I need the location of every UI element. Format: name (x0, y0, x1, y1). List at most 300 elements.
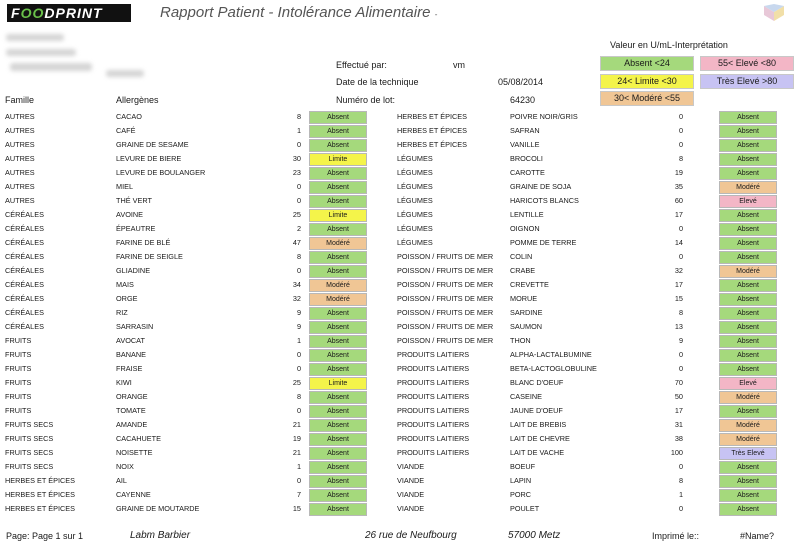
status-cell (309, 194, 369, 208)
value-cell: 17 (674, 406, 683, 415)
spacer-cell (369, 264, 397, 278)
spacer-cell (369, 348, 397, 362)
value-cell: 17 (674, 210, 683, 219)
status-cell (719, 362, 779, 376)
status-badge: Absent (309, 223, 367, 236)
family-cell: FRUITS (5, 392, 32, 401)
value-cell: 9 (296, 308, 301, 317)
allergen-cell: SAFRAN (510, 126, 540, 135)
status-badge: Absent (719, 405, 777, 418)
family-cell: POISSON / FRUITS DE MER (397, 280, 494, 289)
family-cell: POISSON / FRUITS DE MER (397, 308, 494, 317)
allergen-cell: COLIN (510, 252, 533, 261)
allergen-cell: CAROTTE (510, 168, 545, 177)
family-cell: FRUITS (5, 350, 32, 359)
status-badge: Absent (309, 307, 367, 320)
family-cell: FRUITS (5, 336, 32, 345)
status-cell (719, 404, 779, 418)
status-badge: Limite (309, 153, 367, 166)
table-row (5, 292, 779, 306)
value-cell: 70 (674, 378, 683, 387)
family-cell: HERBES ET ÉPICES (5, 504, 76, 513)
status-badge: Absent (309, 181, 367, 194)
value-cell: 60 (674, 196, 683, 205)
value-cell: 0 (296, 266, 301, 275)
allergen-cell: GRAINE DE SESAME (116, 140, 189, 149)
allergen-cell: LEVURE DE BOULANGER (116, 168, 206, 177)
status-cell (309, 418, 369, 432)
brand-name: FOODPRINT (11, 5, 103, 21)
status-badge: Modéré (719, 181, 777, 194)
status-badge: Absent (309, 363, 367, 376)
spacer-cell (369, 152, 397, 166)
spacer-cell (369, 180, 397, 194)
status-badge: Modéré (719, 419, 777, 432)
family-cell: AUTRES (5, 182, 35, 191)
allergen-cell: ÉPEAUTRE (116, 224, 156, 233)
status-cell (309, 404, 369, 418)
status-cell (309, 488, 369, 502)
allergen-cell: AVOINE (116, 210, 144, 219)
status-cell (309, 278, 369, 292)
spacer-cell (369, 208, 397, 222)
footer-name: #Name? (740, 531, 775, 541)
allergen-cell: LEVURE DE BIERE (116, 154, 182, 163)
allergen-cell: BLANC D'OEUF (510, 378, 564, 387)
allergen-cell: CAYENNE (116, 490, 151, 499)
status-badge: Absent (719, 475, 777, 488)
allergen-cell: ORANGE (116, 392, 148, 401)
allergen-cell: AIL (116, 476, 127, 485)
value-cell: 34 (292, 280, 301, 289)
status-badge: Absent (719, 237, 777, 250)
value-cell: 0 (296, 406, 301, 415)
family-cell: LÉGUMES (397, 182, 433, 191)
value-cell: 0 (678, 224, 683, 233)
allergen-cell: SARRASIN (116, 322, 154, 331)
family-cell: PRODUITS LAITIERS (397, 420, 470, 429)
value-cell: 0 (678, 140, 683, 149)
allergen-cell: JAUNE D'OEUF (510, 406, 563, 415)
allergen-cell: LAIT DE BREBIS (510, 420, 567, 429)
allergen-cell: CAFÉ (116, 126, 136, 135)
family-cell: AUTRES (5, 196, 35, 205)
status-cell (309, 502, 369, 516)
family-cell: HERBES ET ÉPICES (5, 476, 76, 485)
value-cell: 1 (296, 126, 301, 135)
status-badge: Absent (309, 489, 367, 502)
value-cell: 8 (678, 308, 683, 317)
legend-modere: 30< Modéré <55 (600, 91, 694, 106)
status-cell (309, 264, 369, 278)
status-cell (719, 236, 779, 250)
value-cell: 19 (674, 168, 683, 177)
table-row (5, 432, 779, 446)
spacer-cell (369, 278, 397, 292)
allergen-cell: CACAHUETE (116, 434, 162, 443)
family-cell: HERBES ET ÉPICES (397, 140, 468, 149)
allergen-cell: FARINE DE BLÉ (116, 238, 171, 247)
spacer-cell (369, 222, 397, 236)
allergen-cell: CACAO (116, 112, 142, 121)
family-cell: PRODUITS LAITIERS (397, 350, 470, 359)
allergen-cell: MORUE (510, 294, 538, 303)
family-cell: VIANDE (397, 462, 425, 471)
status-cell (719, 376, 779, 390)
status-cell (719, 222, 779, 236)
family-cell: CÉRÉALES (5, 266, 44, 275)
brand-logo (7, 4, 131, 22)
status-cell (309, 180, 369, 194)
status-cell (309, 306, 369, 320)
spacer-cell (369, 390, 397, 404)
family-cell: POISSON / FRUITS DE MER (397, 336, 494, 345)
spacer-cell (369, 306, 397, 320)
family-cell: LÉGUMES (397, 168, 433, 177)
allergen-cell: BETA-LACTOGLOBULINE (510, 364, 597, 373)
status-cell (309, 474, 369, 488)
status-cell (309, 250, 369, 264)
status-cell (719, 502, 779, 516)
status-cell (719, 180, 779, 194)
value-cell: 0 (678, 126, 683, 135)
allergen-cell: FARINE DE SEIGLE (116, 252, 183, 261)
value-cell: 47 (292, 238, 301, 247)
family-cell: AUTRES (5, 154, 35, 163)
table-row (5, 474, 779, 488)
status-badge: Absent (719, 111, 777, 124)
status-cell (309, 166, 369, 180)
spacer-cell (369, 502, 397, 516)
table-row (5, 264, 779, 278)
status-badge: Absent (309, 391, 367, 404)
status-cell (719, 348, 779, 362)
allergen-cell: OIGNON (510, 224, 540, 233)
value-cell: 14 (674, 238, 683, 247)
family-cell: CÉRÉALES (5, 238, 44, 247)
value-cell: 13 (674, 322, 683, 331)
table-row (5, 460, 779, 474)
table-row (5, 110, 779, 124)
spacer-cell (369, 138, 397, 152)
status-cell (309, 334, 369, 348)
status-cell (309, 110, 369, 124)
status-badge: Absent (719, 349, 777, 362)
status-cell (719, 152, 779, 166)
status-badge: Absent (719, 223, 777, 236)
allergen-cell: SAUMON (510, 322, 543, 331)
family-cell: CÉRÉALES (5, 210, 44, 219)
value-cell: 0 (296, 350, 301, 359)
status-cell (719, 446, 779, 460)
family-cell: AUTRES (5, 112, 35, 121)
status-cell (719, 110, 779, 124)
table-row (5, 208, 779, 222)
table-row (5, 138, 779, 152)
performed-by-label: Effectué par: (336, 60, 387, 70)
family-cell: POISSON / FRUITS DE MER (397, 322, 494, 331)
status-badge: Elevé (719, 195, 777, 208)
legend-limite: 24< Limite <30 (600, 74, 694, 89)
legend-eleve: 55< Elevé <80 (700, 56, 794, 71)
status-badge: Absent (309, 321, 367, 334)
status-cell (719, 124, 779, 138)
family-cell: FRUITS (5, 364, 32, 373)
footer-page: Page: Page 1 sur 1 (6, 531, 84, 541)
table-row (5, 362, 779, 376)
table-row (5, 390, 779, 404)
status-badge: Absent (309, 125, 367, 138)
status-badge: Absent (719, 209, 777, 222)
status-badge: Absent (719, 293, 777, 306)
table-row (5, 222, 779, 236)
status-cell (719, 166, 779, 180)
status-badge: Absent (719, 279, 777, 292)
status-cell (719, 306, 779, 320)
status-badge: Absent (309, 405, 367, 418)
allergen-cell: GRAINE DE MOUTARDE (116, 504, 200, 513)
status-badge: Absent (309, 111, 367, 124)
value-cell: 7 (296, 490, 301, 499)
footer-printed-label: Imprimé le:: (652, 531, 700, 541)
value-cell: 0 (296, 140, 301, 149)
allergen-cell: THÉ VERT (116, 196, 152, 205)
spacer-cell (369, 110, 397, 124)
spacer-cell (369, 292, 397, 306)
spacer-cell (369, 194, 397, 208)
spacer-cell (369, 362, 397, 376)
status-cell (309, 138, 369, 152)
status-cell (719, 460, 779, 474)
table-row (5, 306, 779, 320)
family-cell: FRUITS SECS (5, 434, 54, 443)
value-cell: 1 (296, 336, 301, 345)
allergen-cell: POMME DE TERRE (510, 238, 577, 247)
status-badge: Absent (719, 167, 777, 180)
status-cell (309, 208, 369, 222)
status-cell (719, 138, 779, 152)
status-cell (309, 320, 369, 334)
value-cell: 21 (292, 420, 301, 429)
spacer-cell (369, 376, 397, 390)
value-cell: 35 (674, 182, 683, 191)
status-cell (309, 460, 369, 474)
allergen-cell: LENTILLE (510, 210, 544, 219)
allergen-cell: SARDINE (510, 308, 543, 317)
status-badge: Absent (719, 489, 777, 502)
status-badge: Modéré (719, 265, 777, 278)
allergen-cell: HARICOTS BLANCS (510, 196, 579, 205)
status-badge: Absent (719, 363, 777, 376)
status-badge: Modéré (309, 237, 367, 250)
status-badge: Limite (309, 377, 367, 390)
value-cell: 25 (292, 210, 301, 219)
family-cell: HERBES ET ÉPICES (397, 126, 468, 135)
redacted-patient-line-3 (10, 63, 92, 71)
family-cell: PRODUITS LAITIERS (397, 364, 470, 373)
value-cell: 9 (296, 322, 301, 331)
family-cell: AUTRES (5, 140, 35, 149)
value-cell: 31 (674, 420, 683, 429)
family-cell: FRUITS SECS (5, 448, 54, 457)
allergen-cell: LAIT DE VACHE (510, 448, 565, 457)
status-badge: Absent (309, 195, 367, 208)
spacer-cell (369, 404, 397, 418)
status-cell (309, 446, 369, 460)
status-cell (309, 390, 369, 404)
allergen-cell: ORGE (116, 294, 138, 303)
performed-by-value: vm (453, 60, 465, 70)
allergen-cell: GRAINE DE SOJA (510, 182, 572, 191)
spacer-cell (369, 250, 397, 264)
spacer-cell (369, 446, 397, 460)
value-cell: 0 (678, 350, 683, 359)
redacted-patient-line-4 (106, 70, 144, 77)
status-badge: Absent (719, 153, 777, 166)
allergen-cell: AVOCAT (116, 336, 145, 345)
value-cell: 19 (292, 434, 301, 443)
status-badge: Absent (309, 139, 367, 152)
status-badge: Absent (719, 335, 777, 348)
table-row (5, 278, 779, 292)
status-cell (719, 320, 779, 334)
status-badge: Modéré (309, 293, 367, 306)
status-badge: Absent (719, 321, 777, 334)
status-cell (309, 362, 369, 376)
status-cell (719, 194, 779, 208)
status-badge: Absent (309, 503, 367, 516)
value-cell: 8 (296, 252, 301, 261)
brand-corner-icon (762, 4, 786, 22)
family-cell: CÉRÉALES (5, 280, 44, 289)
value-cell: 1 (678, 490, 683, 499)
status-badge: Absent (309, 447, 367, 460)
family-cell: CÉRÉALES (5, 322, 44, 331)
family-cell: CÉRÉALES (5, 252, 44, 261)
family-cell: CÉRÉALES (5, 308, 44, 317)
allergen-cell: RIZ (116, 308, 128, 317)
value-cell: 30 (292, 154, 301, 163)
family-cell: CÉRÉALES (5, 224, 44, 233)
status-badge: Absent (719, 461, 777, 474)
allergen-cell: FRAISE (116, 364, 143, 373)
status-badge: Absent (309, 461, 367, 474)
allergen-cell: CREVETTE (510, 280, 549, 289)
status-cell (309, 222, 369, 236)
family-cell: PRODUITS LAITIERS (397, 434, 470, 443)
status-cell (719, 250, 779, 264)
spacer-cell (369, 334, 397, 348)
spacer-cell (369, 488, 397, 502)
spacer-cell (369, 236, 397, 250)
status-cell (309, 348, 369, 362)
spacer-cell (369, 460, 397, 474)
allergen-cell: MAIS (116, 280, 134, 289)
family-cell: PRODUITS LAITIERS (397, 406, 470, 415)
allergen-cell: PORC (510, 490, 532, 499)
status-badge: Absent (719, 307, 777, 320)
family-cell: LÉGUMES (397, 154, 433, 163)
family-cell: FRUITS (5, 378, 32, 387)
status-cell (309, 376, 369, 390)
allergen-cell: NOIX (116, 462, 134, 471)
status-badge: Absent (309, 349, 367, 362)
value-cell: 8 (296, 112, 301, 121)
table-row (5, 502, 779, 516)
value-cell: 38 (674, 434, 683, 443)
value-cell: 0 (678, 504, 683, 513)
allergen-cell: CRABE (510, 266, 536, 275)
status-cell (719, 390, 779, 404)
status-badge: Absent (309, 251, 367, 264)
allergen-cell: KIWI (116, 378, 132, 387)
status-badge: Absent (309, 475, 367, 488)
spacer-cell (369, 418, 397, 432)
family-cell: AUTRES (5, 168, 35, 177)
status-cell (309, 236, 369, 250)
family-cell: VIANDE (397, 476, 425, 485)
technique-date-label: Date de la technique (336, 77, 419, 87)
table-row (5, 334, 779, 348)
legend-title: Valeur en U/mL-Interprétation (610, 40, 728, 50)
value-cell: 0 (296, 364, 301, 373)
column-header-allergens: Allergènes (116, 95, 159, 105)
table-row (5, 376, 779, 390)
status-cell (309, 124, 369, 138)
lot-number-value: 64230 (510, 95, 536, 105)
redacted-patient-line-1 (6, 34, 64, 41)
value-cell: 1 (296, 462, 301, 471)
family-cell: VIANDE (397, 504, 425, 513)
allergen-cell: BROCOLI (510, 154, 543, 163)
family-cell: PRODUITS LAITIERS (397, 392, 470, 401)
status-cell (309, 432, 369, 446)
status-badge: Absent (309, 167, 367, 180)
value-cell: 8 (678, 154, 683, 163)
status-cell (719, 418, 779, 432)
table-row (5, 236, 779, 250)
value-cell: 9 (678, 336, 683, 345)
allergen-cell: MIEL (116, 182, 134, 191)
value-cell: 0 (296, 476, 301, 485)
legend-tres-eleve: Très Elevé >80 (700, 74, 794, 89)
value-cell: 8 (678, 476, 683, 485)
status-badge: Elevé (719, 377, 777, 390)
footer-lab: Labm Barbier (130, 530, 191, 541)
family-cell: HERBES ET ÉPICES (5, 490, 76, 499)
allergen-cell: LAIT DE CHEVRE (510, 434, 570, 443)
value-cell: 23 (292, 168, 301, 177)
value-cell: 0 (678, 112, 683, 121)
table-row (5, 166, 779, 180)
family-cell: POISSON / FRUITS DE MER (397, 252, 494, 261)
value-cell: 32 (292, 294, 301, 303)
family-cell: LÉGUMES (397, 224, 433, 233)
results-table (5, 110, 779, 516)
status-badge: Absent (309, 265, 367, 278)
family-cell: LÉGUMES (397, 196, 433, 205)
status-cell (719, 208, 779, 222)
status-badge: Absent (719, 251, 777, 264)
allergen-cell: LAPIN (510, 476, 532, 485)
allergen-cell: TOMATE (116, 406, 146, 415)
table-row (5, 446, 779, 460)
allergen-cell: BOEUF (510, 462, 536, 471)
family-cell: LÉGUMES (397, 238, 433, 247)
table-row (5, 320, 779, 334)
status-cell (719, 292, 779, 306)
family-cell: FRUITS (5, 406, 32, 415)
